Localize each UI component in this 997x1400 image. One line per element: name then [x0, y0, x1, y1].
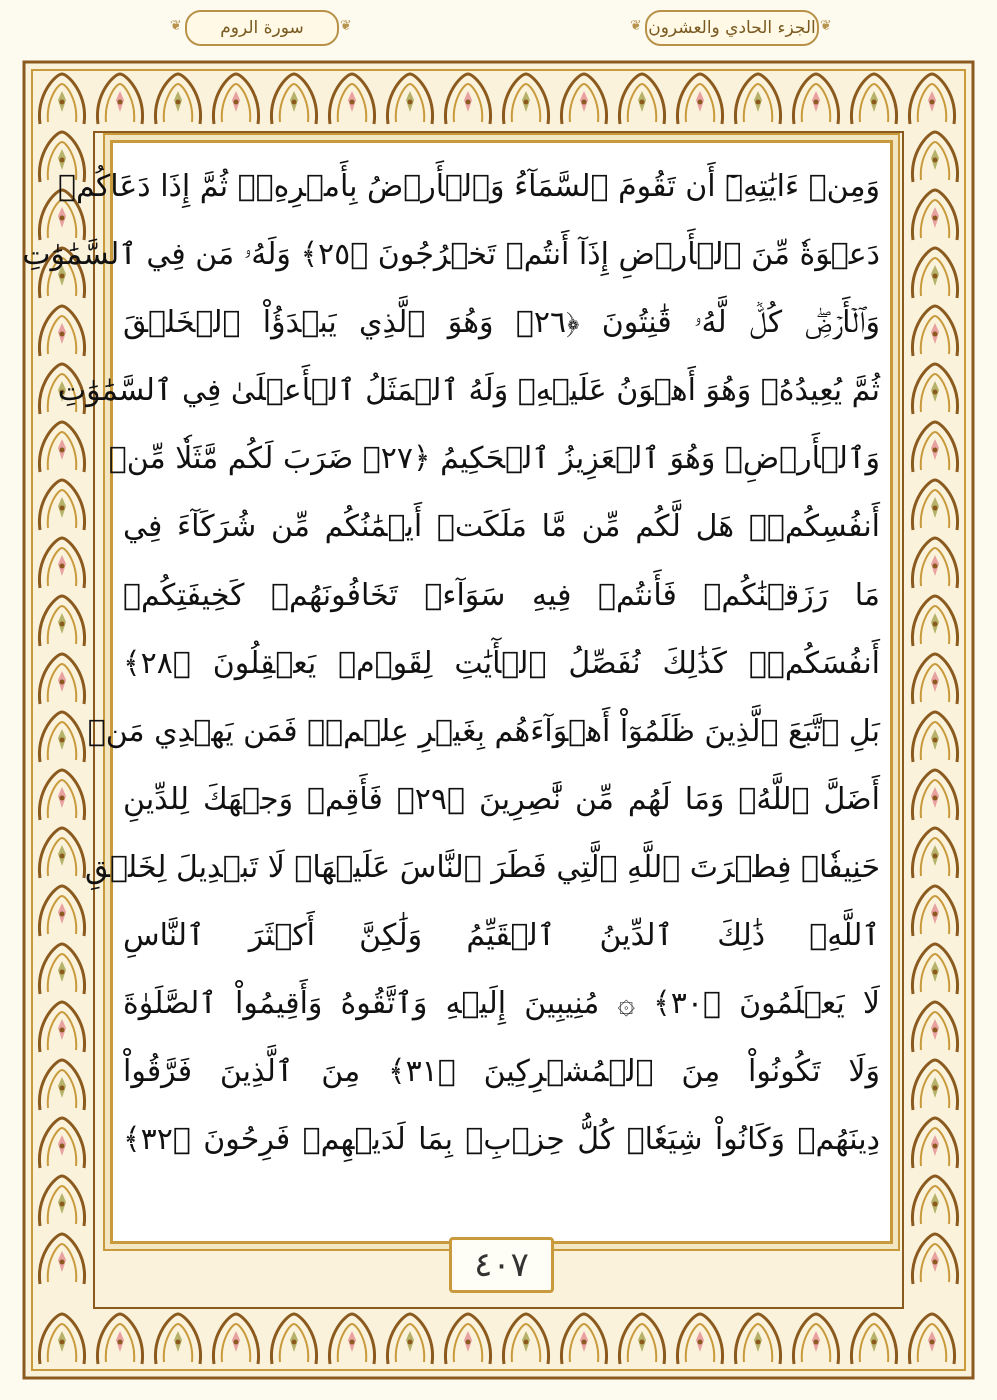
header-ornament-icon: ❦	[630, 18, 642, 34]
verse-line: دَعۡوَةٗ مِّنَ ٱلۡأَرۡضِ إِذَآ أَنتُمۡ تَخۡرُجُونَ ﴿٢٥﴾ وَلَهُۥ مَن فِي ٱلسَّمَٰوَٰتِ	[22, 237, 880, 273]
header-ornament-icon: ❦	[340, 18, 352, 34]
verse-line: مَا رَزَقۡنَٰكُمۡ فَأَنتُمۡ فِيهِ سَوَآءٞ تَخَافُونَهُمۡ كَخِيفَتِكُمۡ	[123, 577, 880, 613]
surah-label	[185, 10, 339, 46]
verse-line: ٱللَّهِۚ ذَٰلِكَ ٱلدِّينُ ٱلۡقَيِّمُ وَلَٰكِنَّ أَكۡثَرَ ٱلنَّاسِ	[123, 918, 880, 954]
verse-line: أَنفُسِكُمۡۖ هَل لَّكُم مِّن مَّا مَلَكَتۡ أَيۡمَٰنُكُم مِّن شُرَكَآءَ فِي	[123, 509, 880, 545]
juz-label-text: الجزء الحادي والعشرون	[648, 18, 816, 38]
verse-line: أَنفُسَكُمۡۚ كَذَٰلِكَ نُفَصِّلُ ٱلۡأٓيَٰتِ لِقَوۡمٖ يَعۡقِلُونَ ﴿٢٨﴾	[123, 645, 880, 681]
verse-line: وَمِنۡ ءَايَٰتِهِۦٓ أَن تَقُومَ ٱلسَّمَآءُ وَٱلۡأَرۡضُ بِأَمۡرِهِۦۚ ثُمَّ إِذَا دَعَاكُمۡ	[58, 169, 880, 204]
verse-line: حَنِيفٗاۚ فِطۡرَتَ ٱللَّهِ ٱلَّتِي فَطَرَ ٱلنَّاسَ عَلَيۡهَاۚ لَا تَبۡدِيلَ لِخَلۡقِ	[84, 849, 880, 885]
verse-line: وَلَا تَكُونُواْ مِنَ ٱلۡمُشۡرِكِينَ ﴿٣١﴾ مِنَ ٱلَّذِينَ فَرَّقُواْ	[123, 1054, 881, 1090]
verse-line: وَٱلۡأَرۡضِۖ كُلّٞ لَّهُۥ قَٰنِتُونَ ﴿٢٦﴾ وَهُوَ ٱلَّذِي يَبۡدَؤُاْ ٱلۡخَلۡقَ	[123, 305, 880, 341]
page-number-text: ٤٠٧	[474, 1245, 529, 1285]
verse-lines	[22, 153, 881, 1231]
juz-label	[645, 10, 819, 46]
verse-line: أَضَلَّ ٱللَّهُۖ وَمَا لَهُم مِّن نَّٰصِرِينَ ﴿٢٩﴾ فَأَقِمۡ وَجۡهَكَ لِلدِّينِ	[123, 781, 880, 817]
verse-line: دِينَهُمۡ وَكَانُواْ شِيَعٗاۖ كُلُّ حِزۡبِۭ بِمَا لَدَيۡهِمۡ فَرِحُونَ ﴿٣٢﴾	[123, 1122, 880, 1158]
surah-label-text: سورة الروم	[220, 18, 304, 38]
verse-line: لَا يَعۡلَمُونَ ﴿٣٠﴾ ۞ مُنِيبِينَ إِلَيۡهِ وَٱتَّقُوهُ وَأَقِيمُواْ ٱلصَّلَوٰةَ	[123, 986, 880, 1022]
header-ornament-icon: ❦	[170, 18, 182, 34]
quran-text-panel	[22, 140, 893, 1244]
page-number	[449, 1237, 554, 1293]
header-ornament-icon: ❦	[820, 18, 832, 34]
verse-line: ثُمَّ يُعِيدُهُۥ وَهُوَ أَهۡوَنُ عَلَيۡهِۚ وَلَهُ ٱلۡمَثَلُ ٱلۡأَعۡلَىٰ فِي ٱلسَّمَٰوَٰتِ	[57, 373, 880, 409]
verse-line: وَٱلۡأَرۡضِۚ وَهُوَ ٱلۡعَزِيزُ ٱلۡحَكِيمُ ﴿٢٧﴾ ضَرَبَ لَكُم مَّثَلٗا مِّنۡ	[108, 441, 880, 477]
verse-line: بَلِ ٱتَّبَعَ ٱلَّذِينَ ظَلَمُوٓاْ أَهۡوَآءَهُم بِغَيۡرِ عِلۡمٖۖ فَمَن يَهۡدِي مَنۡ	[87, 713, 880, 749]
